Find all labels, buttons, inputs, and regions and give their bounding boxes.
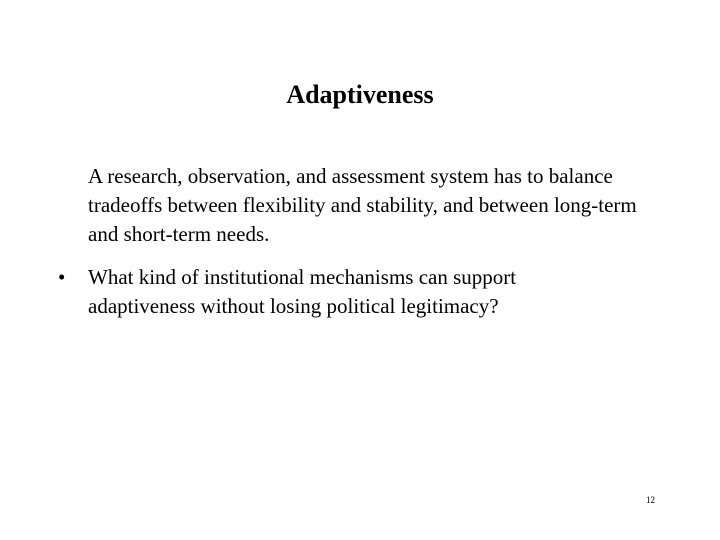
bullet-icon: • (58, 265, 66, 289)
slide-title: Adaptiveness (286, 80, 434, 109)
intro-paragraph: A research, observation, and assessment system has to balance tradeoffs between flexibility and stability, and between long-term and short-term needs. (88, 164, 637, 246)
page-number: 12 (646, 495, 655, 505)
bullet-text: What kind of institutional mechanisms can support adaptiveness without losing political legitimacy? (88, 265, 517, 318)
